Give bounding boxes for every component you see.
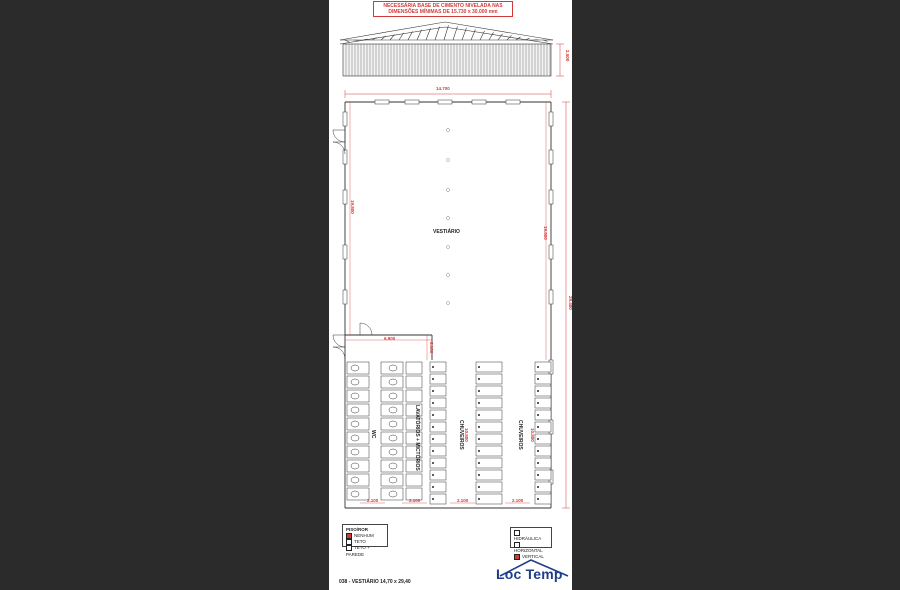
wc-label: WC (370, 430, 376, 439)
legend-swatch (346, 545, 352, 551)
shower-head-icon (432, 438, 434, 440)
toilet-icon (351, 435, 359, 441)
shower-head-icon (478, 474, 480, 476)
shower-head-icon (478, 450, 480, 452)
shower-head-icon (537, 402, 539, 404)
urinal-icon (389, 463, 397, 469)
shower-head-icon (432, 450, 434, 452)
shower-head-icon (537, 462, 539, 464)
sink-stall (406, 390, 422, 402)
toilet-icon (351, 477, 359, 483)
toilet-icon (351, 379, 359, 385)
urinal-icon (389, 435, 397, 441)
chuveiros-2-label: CHUVEIROS (517, 420, 523, 450)
bottom-dim-2: 2.100 (409, 498, 421, 503)
lavatorios-label: LAVATÓRIOS + MICTÓRIOS (414, 405, 420, 471)
shower-head-icon (478, 366, 480, 368)
toilet-icon (351, 421, 359, 427)
toilet-icon (351, 463, 359, 469)
post-dot (447, 129, 450, 132)
urinal-icon (389, 407, 397, 413)
legend-label: VERTICAL (522, 554, 544, 560)
post-dot (447, 159, 450, 162)
legend-label: TETO (354, 539, 366, 545)
sink-stall (406, 376, 422, 388)
shower-head-icon (432, 462, 434, 464)
shower-head-icon (478, 462, 480, 464)
urinal-icon (389, 379, 397, 385)
shower-head-icon (537, 438, 539, 440)
legend-swatch (346, 539, 352, 545)
floor-legend-item (346, 545, 384, 557)
urinal-icon (389, 421, 397, 427)
legend-label: HIDRÁULICA (514, 536, 542, 542)
truss-web (345, 40, 350, 42)
shower-head-icon (478, 426, 480, 428)
floor-legend-items (346, 533, 384, 558)
installation-legend-item (514, 554, 548, 560)
shower-head-icon (478, 378, 480, 380)
chuveiros-1-label: CHUVEIROS (458, 420, 464, 450)
hall-left-dim-label: 19.800 (350, 200, 355, 214)
toilet-icon (351, 491, 359, 497)
toilet-icon (351, 393, 359, 399)
shower-head-icon (432, 486, 434, 488)
urinal-icon (389, 365, 397, 371)
wc-stalls (347, 362, 369, 500)
width-dimension (345, 90, 551, 98)
sink-stall (406, 474, 422, 486)
shower-head-icon (537, 450, 539, 452)
installation-legend-item (514, 542, 548, 554)
shower-head-icon (432, 414, 434, 416)
urinal-icon (389, 393, 397, 399)
post-dot (447, 246, 450, 249)
legend-label: NENHUM (354, 533, 374, 539)
toilet-icon (351, 407, 359, 413)
urinal-icon (389, 477, 397, 483)
shower-head-icon (537, 426, 539, 428)
shower-head-icon (432, 378, 434, 380)
doors (333, 130, 372, 359)
shower-head-icon (432, 498, 434, 500)
shower-head-icon (478, 498, 480, 500)
installation-legend-item (514, 530, 548, 542)
bottom-dim-1: 2.100 (367, 498, 379, 503)
elevation-dimension (556, 44, 564, 76)
truss-web (381, 36, 386, 40)
note-line-1: NECESSÁRIA BASE DE CIMENTO NIVELADA NAS (383, 3, 503, 9)
sink-stall (406, 362, 422, 374)
toilet-icon (351, 365, 359, 371)
shower-head-icon (537, 474, 539, 476)
partition-dim-label: 6.900 (384, 336, 396, 341)
post-dot (447, 217, 450, 220)
shower-head-icon (432, 474, 434, 476)
bottom-dim-4: 2.100 (512, 498, 524, 503)
elevation-height-label: 2.500 (565, 50, 570, 62)
shower-head-icon (432, 390, 434, 392)
shower-head-icon (432, 366, 434, 368)
shower-head-icon (537, 390, 539, 392)
legend-label: TETO + PAREDE (346, 545, 370, 557)
floor-legend (342, 524, 388, 557)
shower-head-icon (537, 378, 539, 380)
truss-web (480, 31, 485, 40)
installation-legend (510, 527, 552, 560)
shower-head-icon (537, 486, 539, 488)
shower-head-icon (432, 402, 434, 404)
post-dot (447, 302, 450, 305)
shower-head-icon (537, 414, 539, 416)
hall-right-dim-label: 19.800 (543, 226, 548, 240)
shower-head-icon (478, 486, 480, 488)
truss-web (498, 34, 503, 40)
total-length-label: 29.400 (568, 296, 573, 310)
drawing-caption: 038 - VESTIÁRIO 14,70 x 29,40 (339, 579, 411, 585)
shower-head-icon (478, 438, 480, 440)
shower-head-icon (478, 402, 480, 404)
shower-block-2-dim: 10.800 (530, 428, 535, 442)
company-logo: Loc Temp (496, 566, 563, 582)
legend-label: HORIZONTAL (514, 548, 543, 554)
post-dot (447, 189, 450, 192)
width-label: 14.700 (436, 86, 450, 91)
installation-legend-items (514, 530, 548, 561)
step-dim-label: 2.100 (429, 342, 434, 354)
toilet-icon (351, 449, 359, 455)
legend-swatch (514, 542, 520, 548)
shower-head-icon (478, 414, 480, 416)
floor-legend-title: PISO/ROR (346, 527, 369, 532)
shower-head-icon (432, 426, 434, 428)
shower-head-icon (537, 366, 539, 368)
note-line-2: DIMENSÕES MÍNIMAS DE 15.730 x 30.000 mm (388, 9, 498, 15)
post-dot (447, 274, 450, 277)
legend-swatch (514, 554, 520, 560)
shower-block-1-dim: 10.800 (464, 428, 469, 442)
shower-head-icon (478, 390, 480, 392)
shower-head-icon (537, 498, 539, 500)
tent-elevation (340, 22, 553, 76)
main-hall-label: VESTIÁRIO (433, 229, 460, 235)
urinal-icon (389, 449, 397, 455)
urinal-icon (389, 491, 397, 497)
support-posts (447, 129, 450, 305)
truss-web (489, 32, 494, 40)
legend-swatch (346, 533, 352, 539)
truss-web (507, 35, 512, 40)
bottom-dim-3: 2.100 (457, 498, 469, 503)
